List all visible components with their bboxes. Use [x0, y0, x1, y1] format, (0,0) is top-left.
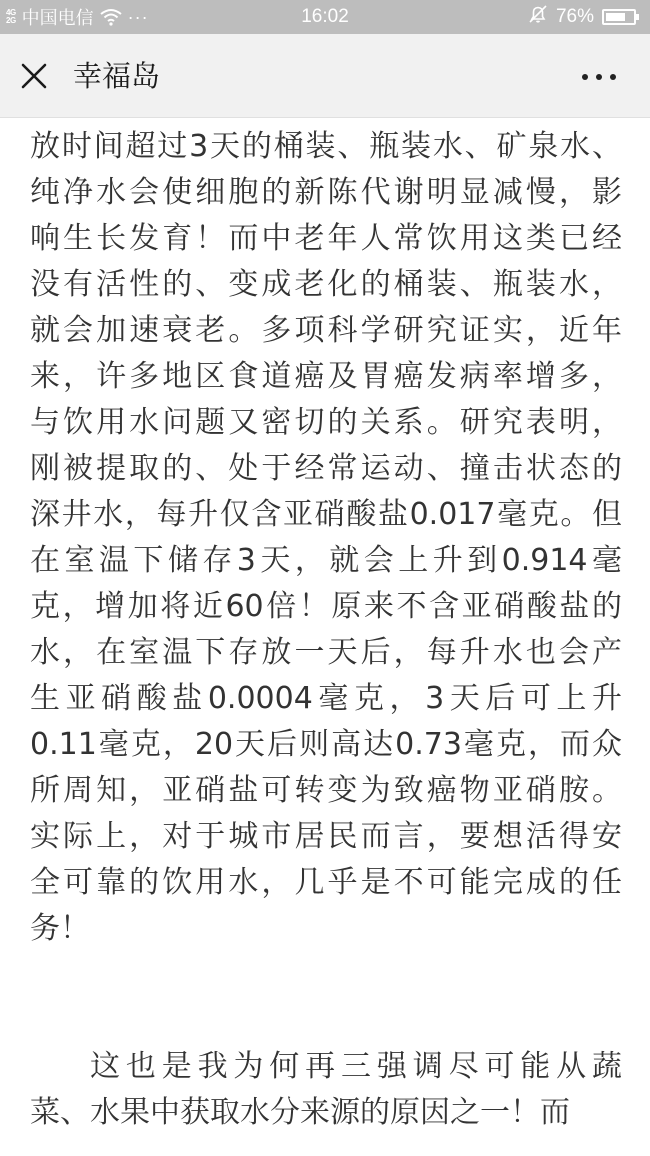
article-line: 全可靠的饮用水，几乎是不可能完成的任: [30, 865, 622, 900]
bell-muted-icon: [528, 4, 548, 30]
article-line: 实际上，对于城市居民而言，要想活得安: [30, 819, 622, 854]
status-bar: [0, 0, 650, 34]
more-horizontal-icon-dot: [582, 74, 588, 80]
article-line: 务！: [30, 911, 90, 946]
article-line: 就会加速衰老。多项科学研究证实，近年: [30, 313, 622, 348]
close-icon: [18, 60, 50, 92]
article-line: 刚被提取的、处于经常运动、撞击状态的: [30, 451, 622, 486]
battery-level-fill: [606, 13, 625, 21]
article-line: 这也是我为何再三强调尽可能从蔬: [90, 1049, 622, 1084]
article-body[interactable]: [0, 118, 650, 1156]
paragraph-2: [30, 1044, 622, 1136]
more-horizontal-icon-dot: [596, 74, 602, 80]
paragraph-1: [30, 124, 622, 952]
article-line: 响生长发育！而中老年人常饮用这类已经: [30, 221, 622, 256]
article-line: 深井水，每升仅含亚硝酸盐0.017毫克。但: [30, 497, 622, 532]
article-line: 来，许多地区食道癌及胃癌发病率增多，: [30, 359, 622, 394]
close-button[interactable]: [18, 60, 50, 92]
paragraph-gap: [30, 952, 622, 1044]
more-options-button[interactable]: [582, 72, 616, 82]
battery-percent: 76%: [555, 6, 594, 27]
status-right: [528, 5, 636, 29]
article-line: 水，在室温下存放一天后，每升水也会产: [30, 635, 622, 670]
battery-icon: [602, 9, 636, 25]
article-line: 菜、水果中获取水分来源的原因之一！而: [30, 1095, 570, 1130]
article-line: 所周知，亚硝盐可转变为致癌物亚硝胺。: [30, 773, 622, 808]
article-line: 生亚硝酸盐0.0004毫克，3天后可上升: [30, 681, 622, 716]
network-type-bottom: 2G: [6, 16, 16, 25]
article-line: 放时间超过3天的桶装、瓶装水、矿泉水、: [30, 129, 622, 164]
article-line: 在室温下储存3天，就会上升到0.914毫: [30, 543, 622, 578]
article-line: 0.11毫克，20天后则高达0.73毫克，而众: [30, 727, 622, 762]
article-line: 克，增加将近60倍！原来不含亚硝酸盐的: [30, 589, 622, 624]
article-line: 与饮用水问题又密切的关系。研究表明，: [30, 405, 622, 440]
article-line: 没有活性的、变成老化的桶装、瓶装水，: [30, 267, 622, 302]
carrier-name: 中国电信: [21, 8, 94, 28]
status-time: 16:02: [301, 6, 349, 27]
page-title: 幸福岛: [73, 59, 161, 93]
network-type-top: 4G: [6, 8, 16, 17]
status-more-indicator: ···: [127, 6, 149, 27]
article-line: 纯净水会使细胞的新陈代谢明显减慢，影: [30, 175, 622, 210]
more-horizontal-icon-dot: [610, 74, 616, 80]
nav-bar: [0, 34, 650, 118]
article-content: [30, 118, 622, 1136]
